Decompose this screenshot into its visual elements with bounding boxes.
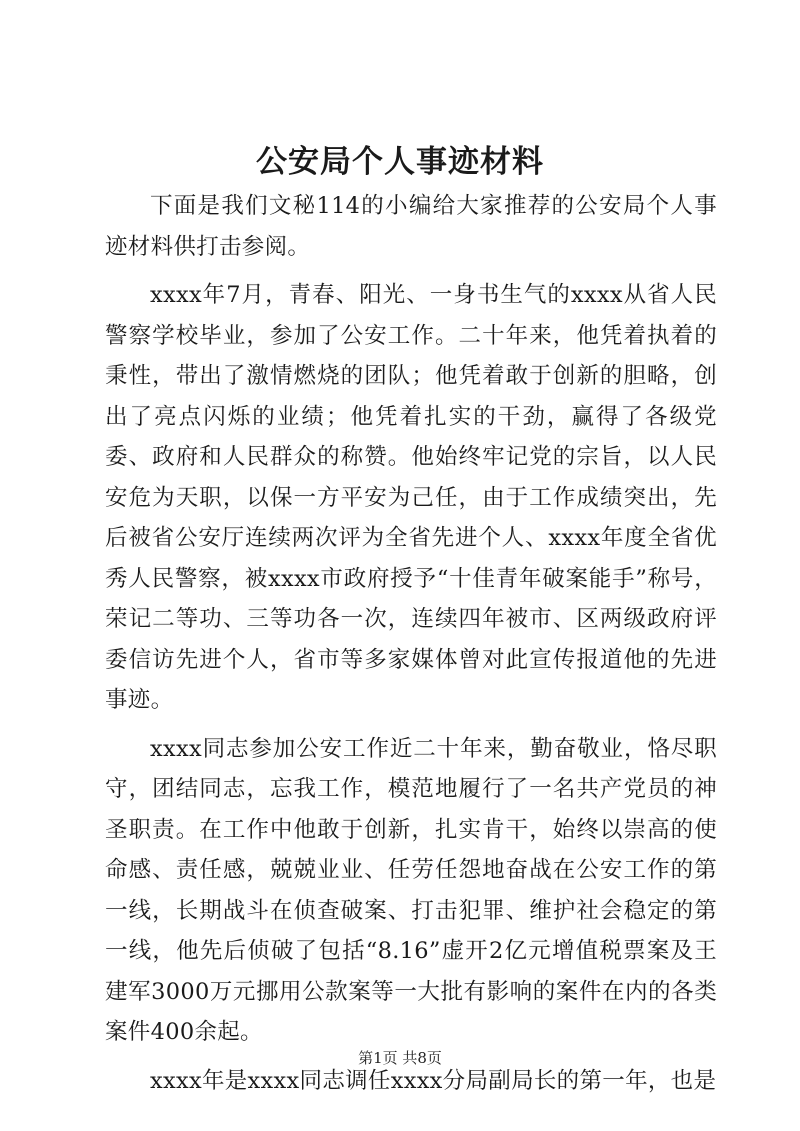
paragraph-continued: xxxx年是xxxx同志调任xxxx分局副局长的第一年，也是 xyxy=(150,1067,717,1094)
paragraph-biography: xxxx年7月，青春、阳光、一身书生气的xxxx从省人民警察学校毕业，参加了公安工作。二十年来，他凭着执着的秉性，带出了激情燃烧的团队；他凭着敢于创新的胆略，创出了亮点闪烁的业绩；他凭着扎实的干劲，赢得了各级党委、政府和人民群众的称赞。他始终牢记党的宗旨，以人民安危为天职，以保一方平安为己任，由于工作成绩突出，先后被省公安厅连续两次评为全省先进个人、xxxx年度全省优秀人民警察，被xxxx市政府授予“十佳青年破案能手”称号，荣记二等功、三等功各一次，连续四年被市、区两级政府评委信访先进个人，省市等多家媒体曾对此宣传报道他的先进事迹。 xyxy=(105,282,717,713)
page-footer: 第1页 共8页 xyxy=(358,1049,442,1067)
paragraph-intro: 下面是我们文秘114的小编给大家推荐的公安局个人事迹材料供打击参阅。 xyxy=(105,193,717,260)
document-title: 公安局个人事迹材料 xyxy=(256,144,544,180)
document-body xyxy=(105,186,717,1109)
paragraph-achievements: xxxx同志参加公安工作近二十年来，勤奋敬业，恪尽职守，团结同志，忘我工作，模范地履行了一名共产党员的神圣职责。在工作中他敢于创新，扎实肯干，始终以崇高的使命感、责任感，兢兢业业、任劳任怨地奋战在公安工作的第一线，长期战斗在侦查破案、打击犯罪、维护社会稳定的第一线，他先后侦破了包括“8.16”虚开2亿元增值税票案及王建军3000万元挪用公款案等一大批有影响的案件在内的各类案件400余起。 xyxy=(105,735,717,1045)
